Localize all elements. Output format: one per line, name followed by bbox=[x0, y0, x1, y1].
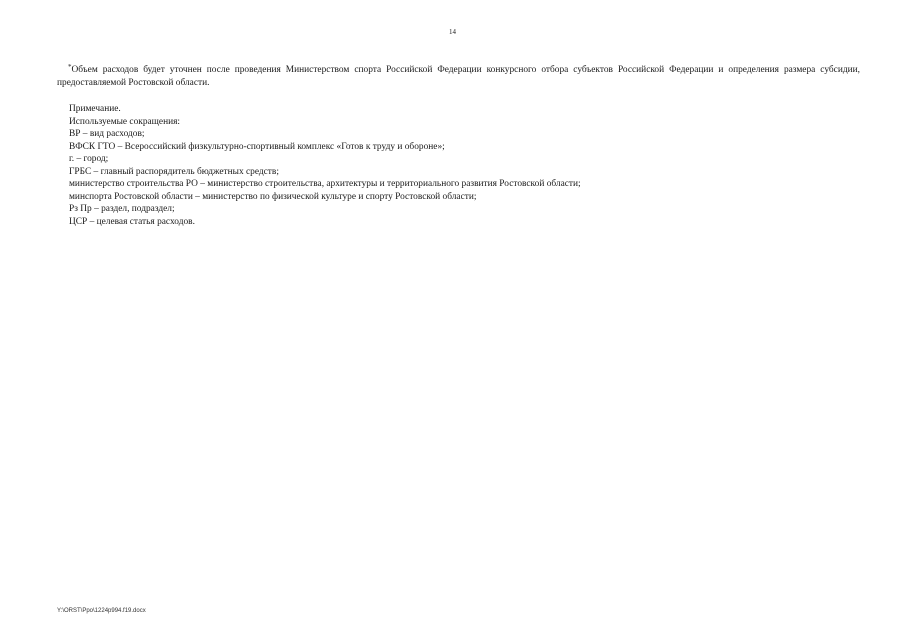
abbreviation-item: ЦСР – целевая статья расходов. bbox=[69, 216, 195, 227]
notes-section bbox=[69, 103, 859, 228]
file-path-footer: Y:\ORST\Ppo\1224p994.f19.docx bbox=[57, 608, 146, 614]
abbreviation-item: министерство строительства РО – министерство строительства, архитектуры и территориального развития Ростовской области; bbox=[69, 179, 581, 189]
abbreviation-item: г. – город; bbox=[69, 154, 109, 164]
abbreviation-item: Рз Пр – раздел, подраздел; bbox=[69, 204, 175, 214]
page-number: 14 bbox=[449, 28, 456, 36]
abbreviation-item: ГРБС – главный распорядитель бюджетных средств; bbox=[69, 166, 279, 177]
notes-intro: Используемые сокращения: bbox=[69, 116, 181, 127]
footnote bbox=[57, 64, 860, 90]
notes-title: Примечание. bbox=[69, 104, 121, 114]
footnote-marker: * bbox=[68, 63, 72, 71]
abbreviation-item: ВФСК ГТО – Всероссийский физкультурно-спортивный комплекс «Готов к труду и обороне»; bbox=[69, 141, 445, 152]
abbreviation-item: минспорта Ростовской области – министерство по физической культуре и спорту Ростовской области; bbox=[69, 191, 477, 202]
footnote-text: Объем расходов будет уточнен после проведения Министерством спорта Российской Федерации конкурсного отбора субъектов Российской Федерации и определения размера субсидии, предоставляемой Ростовской области. bbox=[57, 65, 860, 88]
abbreviation-item: ВР – вид расходов; bbox=[69, 129, 145, 139]
